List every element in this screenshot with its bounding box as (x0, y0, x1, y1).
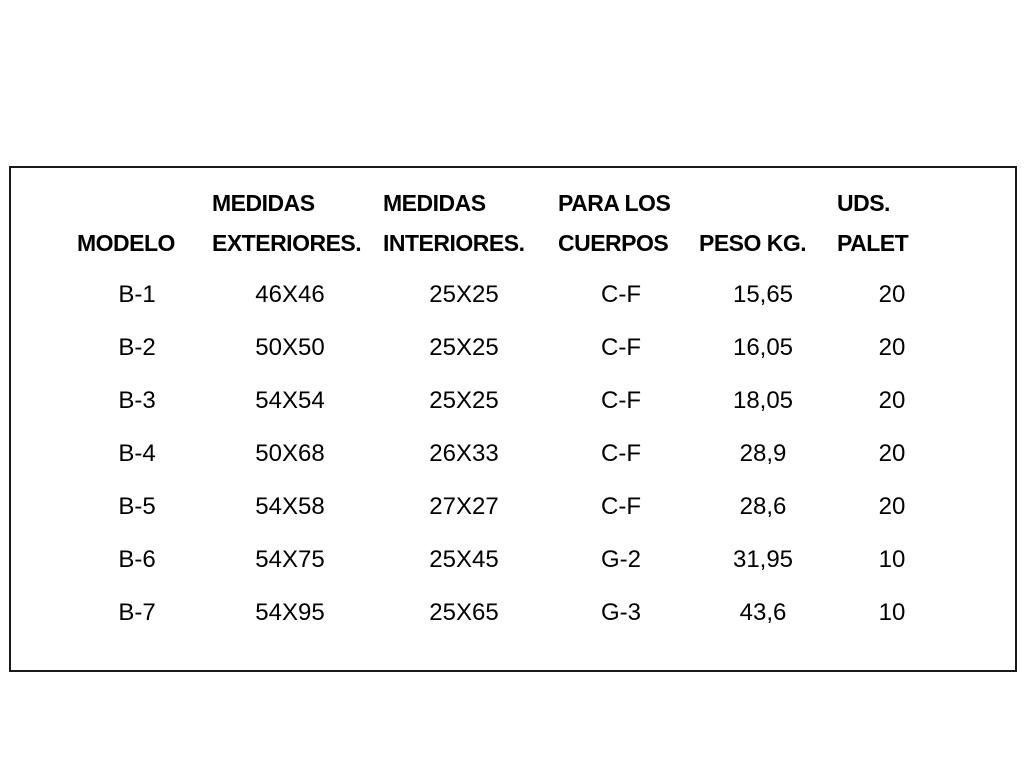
cell-modelo: B-7 (118, 599, 156, 626)
cell-para-los-cuerpos: G-3 (600, 599, 641, 626)
cell-peso-kg: 31,95 (732, 546, 794, 573)
table-header (11, 168, 1015, 268)
cell-uds-palet: 20 (878, 440, 906, 467)
header-peso-kg: PESO KG. (699, 230, 807, 256)
cell-medidas-exteriores: 50X68 (255, 440, 325, 467)
cell-medidas-interiores: 27X27 (429, 493, 499, 520)
cell-uds-palet: 20 (878, 281, 906, 308)
cell-para-los-cuerpos: C-F (601, 334, 641, 361)
product-table (9, 166, 1017, 672)
cell-medidas-exteriores: 46X46 (255, 281, 325, 308)
cell-para-los-cuerpos: C-F (601, 387, 641, 414)
cell-medidas-interiores: 26X33 (429, 440, 499, 467)
cell-peso-kg: 16,05 (732, 334, 794, 361)
table-row (11, 321, 1015, 374)
cell-uds-palet: 20 (878, 493, 906, 520)
cell-medidas-exteriores: 54X95 (255, 599, 325, 626)
cell-modelo: B-2 (118, 334, 156, 361)
header-modelo: MODELO (77, 230, 175, 256)
cell-peso-kg: 18,05 (732, 387, 794, 414)
table-row (11, 268, 1015, 321)
cell-modelo: B-6 (118, 546, 156, 573)
cell-medidas-exteriores: 54X75 (255, 546, 325, 573)
cell-peso-kg: 28,9 (739, 440, 787, 467)
header-medidas-exteriores: MEDIDAS EXTERIORES. (212, 190, 362, 256)
cell-medidas-exteriores: 50X50 (255, 334, 325, 361)
cell-medidas-exteriores: 54X54 (255, 387, 325, 414)
cell-peso-kg: 43,6 (739, 599, 787, 626)
cell-para-los-cuerpos: C-F (601, 440, 641, 467)
cell-uds-palet: 20 (878, 334, 906, 361)
table-row (11, 586, 1015, 639)
cell-medidas-interiores: 25X45 (429, 546, 499, 573)
cell-para-los-cuerpos: G-2 (600, 546, 641, 573)
cell-medidas-interiores: 25X25 (429, 334, 499, 361)
cell-medidas-interiores: 25X65 (429, 599, 499, 626)
table-row (11, 427, 1015, 480)
cell-para-los-cuerpos: C-F (601, 281, 641, 308)
cell-uds-palet: 20 (878, 387, 906, 414)
cell-modelo: B-1 (118, 281, 156, 308)
cell-medidas-interiores: 25X25 (429, 387, 499, 414)
header-medidas-interiores: MEDIDAS INTERIORES. (383, 190, 525, 256)
cell-para-los-cuerpos: C-F (601, 493, 641, 520)
cell-peso-kg: 15,65 (732, 281, 794, 308)
cell-modelo: B-3 (118, 387, 156, 414)
header-para-los-cuerpos: PARA LOS CUERPOS (558, 190, 671, 256)
cell-medidas-interiores: 25X25 (429, 281, 499, 308)
cell-medidas-exteriores: 54X58 (255, 493, 325, 520)
cell-peso-kg: 28,6 (739, 493, 787, 520)
cell-uds-palet: 10 (878, 599, 906, 626)
table-row (11, 480, 1015, 533)
header-uds-palet: UDS. PALET (837, 190, 909, 256)
table-row (11, 374, 1015, 427)
cell-uds-palet: 10 (878, 546, 906, 573)
cell-modelo: B-4 (118, 440, 156, 467)
table-row (11, 533, 1015, 586)
cell-modelo: B-5 (118, 493, 156, 520)
